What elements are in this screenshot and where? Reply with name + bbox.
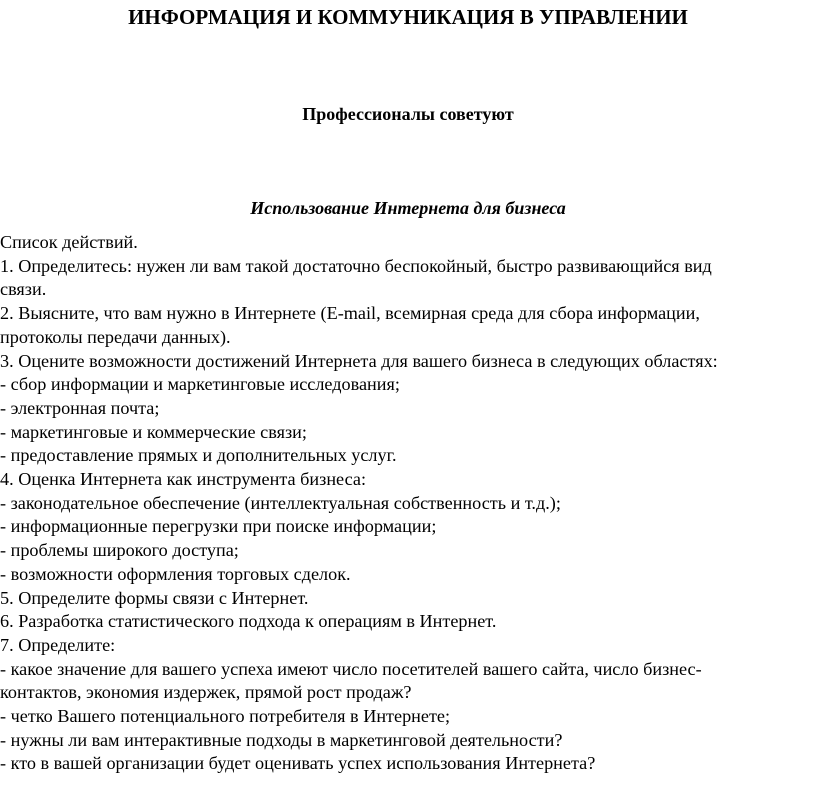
body-line: - электронная почта; (0, 397, 160, 418)
body-line: - сбор информации и маркетинговые исследования; (0, 374, 400, 395)
subtitle: Профессионалы советуют (302, 104, 514, 124)
body-line: 6. Разработка статистического подхода к операциям в Интернет. (0, 611, 497, 632)
body-line: 4. Оценка Интернета как инструмента бизнеса: (0, 469, 367, 490)
body-line: 1. Определитесь: нужен ли вам такой достаточно беспокойный, быстро развивающийся вид (0, 255, 712, 276)
body-line-intro: Список действий. (0, 232, 138, 252)
body-line: 2. Выясните, что вам нужно в Интернете (E-mail, всемирная среда для сбора информации, (0, 303, 700, 324)
body-line: контактов, экономия издержек, прямой рост продаж? (0, 682, 412, 703)
body-line: связи. (0, 279, 47, 300)
body-line: 5. Определите формы связи с Интернет. (0, 587, 309, 608)
section-heading: Использование Интернета для бизнеса (250, 198, 566, 218)
body-text (0, 231, 810, 776)
document-title: ИНФОРМАЦИЯ И КОММУНИКАЦИЯ В УПРАВЛЕНИИ (128, 5, 688, 29)
body-line: - нужны ли вам интерактивные подходы в маркетинговой деятельности? (0, 729, 563, 750)
body-line: - кто в вашей организации будет оценивать успех использования Интернета? (0, 753, 596, 774)
body-line: - маркетинговые и коммерческие связи; (0, 421, 307, 442)
body-line: - возможности оформления торговых сделок. (0, 563, 351, 584)
body-line: - проблемы широкого доступа; (0, 540, 239, 561)
body-line: - четко Вашего потенциального потребителя в Интернете; (0, 706, 451, 727)
body-line: протоколы передачи данных). (0, 326, 231, 347)
body-line: - законодательное обеспечение (интеллектуальная собственность и т.д.); (0, 492, 561, 513)
body-line: 7. Определите: (0, 634, 116, 655)
body-line: - какое значение для вашего успеха имеют число посетителей вашего сайта, число бизнес- (0, 658, 702, 679)
body-line: - информационные перегрузки при поиске информации; (0, 516, 437, 537)
body-line: - предоставление прямых и дополнительных услуг. (0, 445, 397, 466)
body-line: 3. Оцените возможности достижений Интернета для вашего бизнеса в следующих областях: (0, 350, 718, 371)
